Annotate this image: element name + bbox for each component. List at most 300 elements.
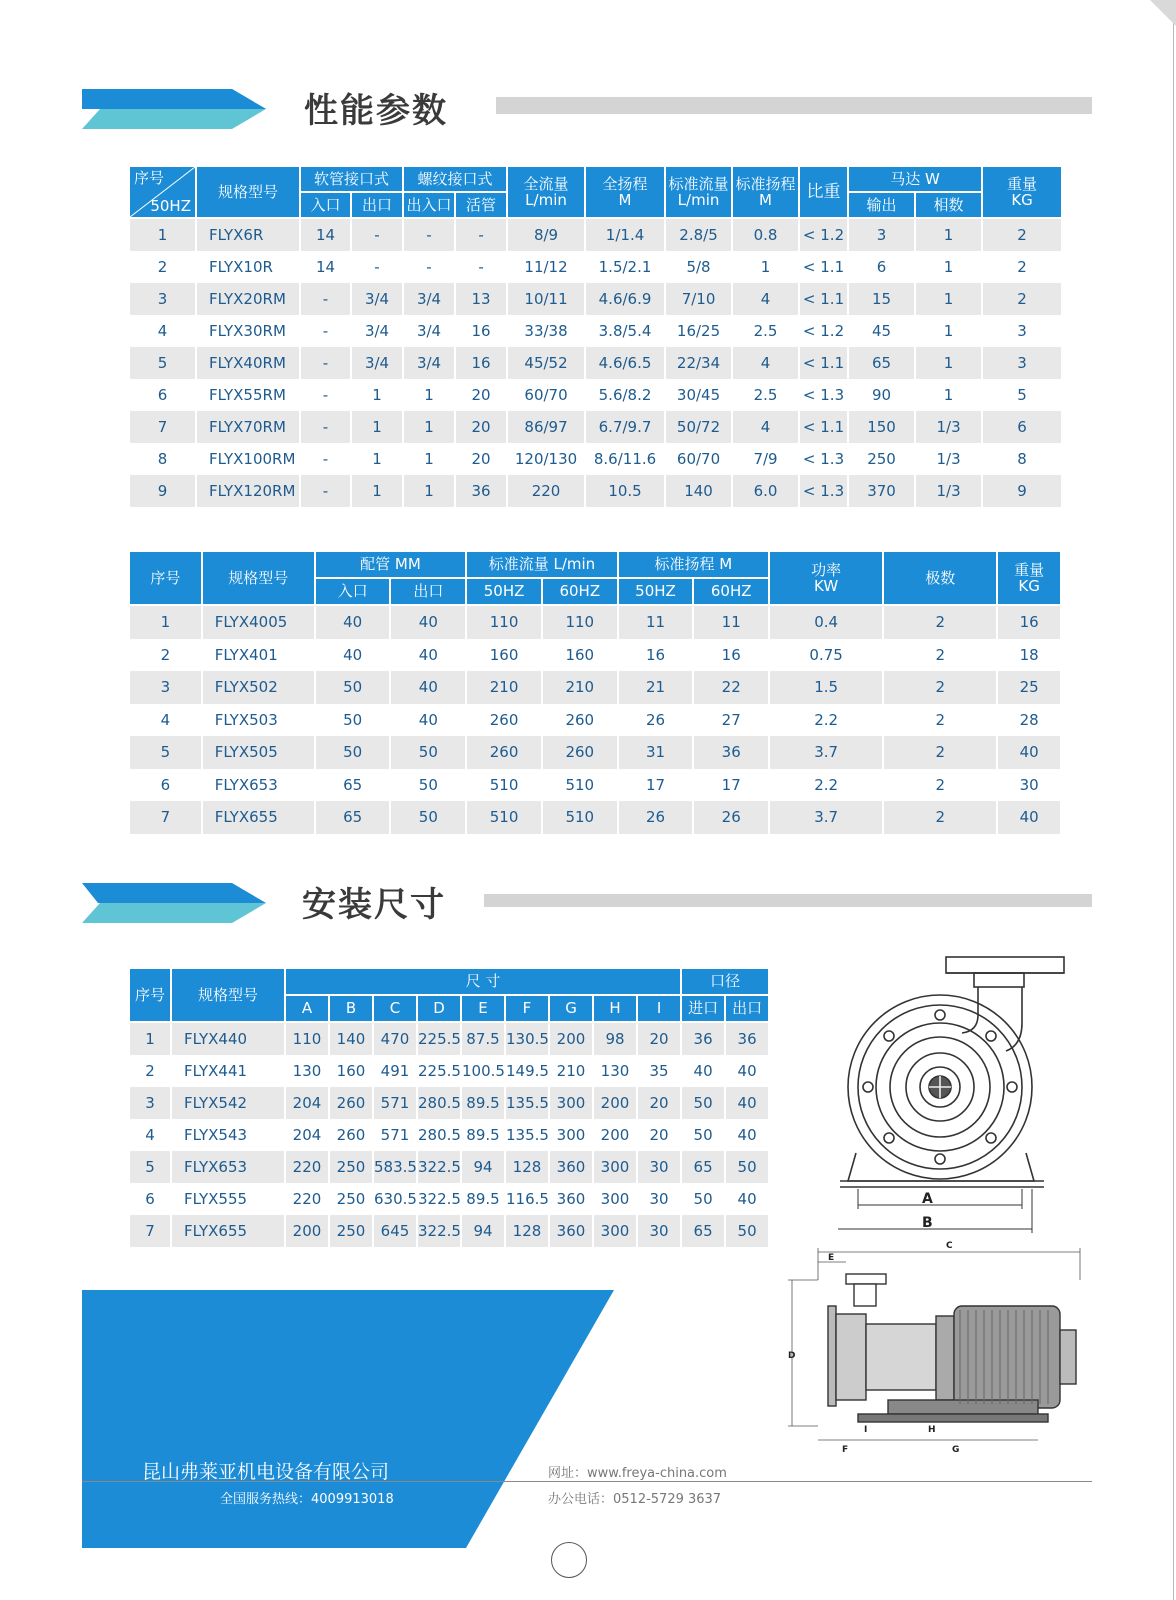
model-cell: FLYX542 bbox=[172, 1087, 286, 1119]
model-cell: FLYX401 bbox=[203, 639, 316, 672]
header-thread: 螺纹接口式 bbox=[404, 167, 508, 193]
table-cell: 300 bbox=[550, 1087, 594, 1119]
table-cell: 30/45 bbox=[666, 379, 733, 411]
table-cell: 2.8/5 bbox=[666, 219, 733, 251]
table-cell: 8 bbox=[130, 443, 197, 475]
table-row bbox=[130, 443, 1063, 475]
table-cell: 87.5 bbox=[462, 1023, 506, 1055]
table-cell: 33/38 bbox=[508, 315, 586, 347]
table-cell: 4 bbox=[733, 283, 800, 315]
t2-header-head-50: 50HZ bbox=[619, 579, 695, 606]
table-cell: 1/3 bbox=[916, 411, 983, 443]
table-row bbox=[130, 1119, 770, 1151]
table-row bbox=[130, 347, 1063, 379]
table-cell: 3/4 bbox=[404, 315, 456, 347]
table-cell: 110 bbox=[467, 606, 543, 639]
table-cell: 50 bbox=[391, 801, 467, 834]
table-cell: 220 bbox=[508, 475, 586, 507]
table-cell: 86/97 bbox=[508, 411, 586, 443]
table-cell: 7 bbox=[130, 411, 197, 443]
table-cell: 491 bbox=[374, 1055, 418, 1087]
website: 网址：www.freya-china.com bbox=[548, 1466, 727, 1481]
table-cell: 2.2 bbox=[770, 769, 884, 802]
table-cell: 3.8/5.4 bbox=[586, 315, 666, 347]
table-cell: - bbox=[352, 251, 404, 283]
table-cell: 11/12 bbox=[508, 251, 586, 283]
table-cell: 225.5 bbox=[418, 1023, 462, 1055]
table-cell: 2 bbox=[983, 283, 1063, 315]
table-cell: 5 bbox=[130, 1151, 172, 1183]
install-title: 安装尺寸 bbox=[302, 885, 446, 925]
table-cell: - bbox=[456, 219, 508, 251]
dim-label-g: G bbox=[952, 1445, 960, 1455]
table-row bbox=[130, 379, 1063, 411]
table-row bbox=[130, 1151, 770, 1183]
header-hz: 50HZ bbox=[150, 196, 191, 215]
table-cell: 210 bbox=[467, 671, 543, 704]
t3-header-f: F bbox=[506, 996, 550, 1023]
table-cell: 3 bbox=[130, 671, 203, 704]
table-cell: 220 bbox=[286, 1151, 330, 1183]
table-cell: 583.5 bbox=[374, 1151, 418, 1183]
table-row bbox=[130, 671, 1062, 704]
t2-header-pipe-out: 出口 bbox=[391, 579, 467, 606]
table-cell: 1.5 bbox=[770, 671, 884, 704]
table-cell: - bbox=[301, 443, 352, 475]
t2-header-seq: 序号 bbox=[130, 552, 203, 606]
table-cell: 30 bbox=[998, 769, 1062, 802]
table-cell: 149.5 bbox=[506, 1055, 550, 1087]
model-cell: FLYX120RM bbox=[197, 475, 301, 507]
table-row bbox=[130, 1087, 770, 1119]
model-cell: FLYX6R bbox=[197, 219, 301, 251]
table-row bbox=[130, 1055, 770, 1087]
table-cell: 510 bbox=[543, 801, 619, 834]
table-cell: 2.2 bbox=[770, 704, 884, 737]
table-cell: 20 bbox=[638, 1087, 682, 1119]
table-cell: 36 bbox=[456, 475, 508, 507]
table-cell: 16/25 bbox=[666, 315, 733, 347]
table-cell: 2 bbox=[884, 769, 998, 802]
table-cell: 22 bbox=[694, 671, 770, 704]
header-model: 规格型号 bbox=[197, 167, 301, 219]
table-cell: 5.6/8.2 bbox=[586, 379, 666, 411]
table-cell: 1 bbox=[404, 475, 456, 507]
table-cell: < 1.3 bbox=[800, 475, 849, 507]
model-cell: FLYX55RM bbox=[197, 379, 301, 411]
table-cell: 100.5 bbox=[462, 1055, 506, 1087]
table-cell: 30 bbox=[638, 1183, 682, 1215]
footer-blue-banner bbox=[82, 1290, 1176, 1550]
table-cell: 16 bbox=[998, 606, 1062, 639]
page-corner bbox=[1150, 0, 1176, 26]
table-cell: 150 bbox=[849, 411, 916, 443]
table-cell: 94 bbox=[462, 1215, 506, 1247]
t3-header-h: H bbox=[594, 996, 638, 1023]
table-cell: 360 bbox=[550, 1183, 594, 1215]
table-cell: - bbox=[456, 251, 508, 283]
company-name: 昆山弗莱亚机电设备有限公司 bbox=[142, 1461, 390, 1483]
table-cell: 1 bbox=[404, 443, 456, 475]
table-cell: 36 bbox=[726, 1023, 770, 1055]
model-cell: FLYX543 bbox=[172, 1119, 286, 1151]
table-cell: 2 bbox=[884, 704, 998, 737]
model-cell: FLYX655 bbox=[172, 1215, 286, 1247]
table-cell: 2 bbox=[884, 671, 998, 704]
table-cell: 1/1.4 bbox=[586, 219, 666, 251]
table-cell: 40 bbox=[998, 736, 1062, 769]
table-cell: 300 bbox=[594, 1151, 638, 1183]
table-cell: 40 bbox=[391, 704, 467, 737]
table-cell: 2 bbox=[884, 801, 998, 834]
table-cell: 50 bbox=[316, 704, 392, 737]
table-cell: 3/4 bbox=[352, 315, 404, 347]
table-cell: 40 bbox=[726, 1087, 770, 1119]
table-cell: 40 bbox=[391, 639, 467, 672]
title-bar bbox=[484, 894, 1092, 907]
t3-header-model: 规格型号 bbox=[172, 969, 286, 1023]
table-cell: 9 bbox=[130, 475, 197, 507]
table-cell: 110 bbox=[286, 1023, 330, 1055]
table-cell: 260 bbox=[543, 704, 619, 737]
table-cell: 17 bbox=[619, 769, 695, 802]
table-cell: 4.6/6.5 bbox=[586, 347, 666, 379]
table-cell: 280.5 bbox=[418, 1087, 462, 1119]
section-arrow-icon bbox=[82, 883, 266, 923]
t3-header-b: B bbox=[330, 996, 374, 1023]
office-phone: 办公电话：0512-5729 3637 bbox=[548, 1492, 722, 1507]
t2-header-head-60: 60HZ bbox=[694, 579, 770, 606]
table-cell: 50 bbox=[682, 1183, 726, 1215]
performance-table-1 bbox=[130, 167, 1063, 507]
t2-header-model: 规格型号 bbox=[203, 552, 316, 606]
table-cell: 1 bbox=[130, 1023, 172, 1055]
table-cell: 1 bbox=[130, 219, 197, 251]
t2-header-poles: 极数 bbox=[884, 552, 998, 606]
pump-front-view-drawing bbox=[838, 953, 1076, 1233]
install-section-header bbox=[82, 883, 1092, 923]
table-cell: 200 bbox=[594, 1087, 638, 1119]
header-std-head: 标准扬程 M bbox=[733, 167, 800, 219]
table-cell: 16 bbox=[694, 639, 770, 672]
table-cell: 160 bbox=[543, 639, 619, 672]
table-cell: 6 bbox=[849, 251, 916, 283]
table-cell: 0.8 bbox=[733, 219, 800, 251]
table-cell: 120/130 bbox=[508, 443, 586, 475]
table-cell: 40 bbox=[726, 1055, 770, 1087]
table-cell: 5 bbox=[983, 379, 1063, 411]
table-cell: 6 bbox=[983, 411, 1063, 443]
table-cell: 360 bbox=[550, 1215, 594, 1247]
t2-header-pipe-in: 入口 bbox=[316, 579, 392, 606]
table-row bbox=[130, 315, 1063, 347]
table-cell: 322.5 bbox=[418, 1183, 462, 1215]
model-cell: FLYX30RM bbox=[197, 315, 301, 347]
table-cell: 45/52 bbox=[508, 347, 586, 379]
table-cell: < 1.2 bbox=[800, 219, 849, 251]
table-cell: 50 bbox=[682, 1087, 726, 1119]
table-cell: 7 bbox=[130, 1215, 172, 1247]
t2-header-flow-50: 50HZ bbox=[467, 579, 543, 606]
model-cell: FLYX70RM bbox=[197, 411, 301, 443]
header-motor-phase: 相数 bbox=[916, 193, 983, 219]
table-cell: 50 bbox=[316, 671, 392, 704]
table-cell: 3.7 bbox=[770, 736, 884, 769]
table-cell: 5/8 bbox=[666, 251, 733, 283]
table-cell: 3/4 bbox=[404, 347, 456, 379]
table-cell: 260 bbox=[543, 736, 619, 769]
table-cell: 3 bbox=[130, 283, 197, 315]
table-cell: 1 bbox=[404, 411, 456, 443]
dim-label-i: I bbox=[864, 1425, 868, 1435]
table-cell: 360 bbox=[550, 1151, 594, 1183]
table-cell: 110 bbox=[543, 606, 619, 639]
model-cell: FLYX505 bbox=[203, 736, 316, 769]
table-cell: 30 bbox=[638, 1151, 682, 1183]
model-cell: FLYX441 bbox=[172, 1055, 286, 1087]
table-cell: 2 bbox=[130, 1055, 172, 1087]
table-cell: 1.5/2.1 bbox=[586, 251, 666, 283]
table-cell: 260 bbox=[467, 704, 543, 737]
table-row bbox=[130, 606, 1062, 639]
table-cell: 4.6/6.9 bbox=[586, 283, 666, 315]
table-cell: 130 bbox=[594, 1055, 638, 1087]
table-cell: 26 bbox=[619, 801, 695, 834]
table-cell: - bbox=[301, 411, 352, 443]
header-seq: 序号 bbox=[134, 169, 165, 187]
table-row bbox=[130, 251, 1063, 283]
table-row bbox=[130, 475, 1063, 507]
table-cell: 6 bbox=[130, 769, 203, 802]
table-cell: 3.7 bbox=[770, 801, 884, 834]
table-cell: 8 bbox=[983, 443, 1063, 475]
model-cell: FLYX100RM bbox=[197, 443, 301, 475]
performance-section-header bbox=[82, 89, 1092, 129]
table-cell: 130 bbox=[286, 1055, 330, 1087]
dim-label-c: C bbox=[946, 1241, 953, 1251]
table-cell: 1 bbox=[916, 219, 983, 251]
table-cell: 14 bbox=[301, 219, 352, 251]
header-full-flow: 全流量 L/min bbox=[508, 167, 586, 219]
dim-label-a: A bbox=[922, 1191, 933, 1207]
table-cell: 1 bbox=[916, 315, 983, 347]
table-row bbox=[130, 283, 1063, 315]
table-cell: - bbox=[352, 219, 404, 251]
table-cell: 15 bbox=[849, 283, 916, 315]
table-cell: 210 bbox=[550, 1055, 594, 1087]
table-cell: 4 bbox=[733, 347, 800, 379]
table-cell: - bbox=[301, 283, 352, 315]
table-cell: 7 bbox=[130, 801, 203, 834]
table-cell: 300 bbox=[594, 1215, 638, 1247]
t3-header-bore-out: 出口 bbox=[726, 996, 770, 1023]
t3-header-a: A bbox=[286, 996, 330, 1023]
table-cell: 3 bbox=[849, 219, 916, 251]
table-cell: 130.5 bbox=[506, 1023, 550, 1055]
dim-label-b: B bbox=[922, 1215, 933, 1231]
table-cell: 50 bbox=[726, 1215, 770, 1247]
table-cell: 1 bbox=[916, 347, 983, 379]
table-cell: 50 bbox=[682, 1119, 726, 1151]
table-cell: < 1.3 bbox=[800, 379, 849, 411]
table-cell: 300 bbox=[550, 1119, 594, 1151]
table-cell: 16 bbox=[456, 315, 508, 347]
table-cell: 140 bbox=[666, 475, 733, 507]
table-cell: 571 bbox=[374, 1119, 418, 1151]
t3-header-size: 尺 寸 bbox=[286, 969, 682, 996]
page-number-circle bbox=[551, 1542, 587, 1578]
table-cell: 322.5 bbox=[418, 1151, 462, 1183]
table-cell: 322.5 bbox=[418, 1215, 462, 1247]
table-cell: 26 bbox=[619, 704, 695, 737]
table-cell: - bbox=[301, 379, 352, 411]
table-cell: 40 bbox=[682, 1055, 726, 1087]
table-cell: 1 bbox=[352, 411, 404, 443]
table-cell: 220 bbox=[286, 1183, 330, 1215]
table-cell: 8/9 bbox=[508, 219, 586, 251]
table-cell: 630.5 bbox=[374, 1183, 418, 1215]
t2-header-head: 标准扬程 M bbox=[619, 552, 770, 579]
table-cell: 260 bbox=[467, 736, 543, 769]
performance-table-2 bbox=[130, 552, 1062, 834]
t3-header-i: I bbox=[638, 996, 682, 1023]
model-cell: FLYX503 bbox=[203, 704, 316, 737]
table-cell: 8.6/11.6 bbox=[586, 443, 666, 475]
table-cell: 204 bbox=[286, 1119, 330, 1151]
table-cell: 36 bbox=[682, 1023, 726, 1055]
table-cell: 116.5 bbox=[506, 1183, 550, 1215]
table-cell: 225.5 bbox=[418, 1055, 462, 1087]
t2-header-weight: 重量 KG bbox=[998, 552, 1062, 606]
table-cell: 94 bbox=[462, 1151, 506, 1183]
table-cell: < 1.2 bbox=[800, 315, 849, 347]
header-hose-out: 出口 bbox=[352, 193, 404, 219]
table-cell: 3 bbox=[130, 1087, 172, 1119]
t3-header-c: C bbox=[374, 996, 418, 1023]
table-cell: 4 bbox=[130, 704, 203, 737]
model-cell: FLYX653 bbox=[172, 1151, 286, 1183]
table-cell: 17 bbox=[694, 769, 770, 802]
table-cell: 210 bbox=[543, 671, 619, 704]
table-cell: 45 bbox=[849, 315, 916, 347]
table-cell: 14 bbox=[301, 251, 352, 283]
table-cell: 65 bbox=[316, 801, 392, 834]
table-cell: 40 bbox=[726, 1119, 770, 1151]
table-cell: 370 bbox=[849, 475, 916, 507]
table-cell: 2 bbox=[884, 639, 998, 672]
table-cell: 7/10 bbox=[666, 283, 733, 315]
table-cell: 10/11 bbox=[508, 283, 586, 315]
table-cell: 28 bbox=[998, 704, 1062, 737]
table-cell: 18 bbox=[998, 639, 1062, 672]
table-cell: 20 bbox=[456, 379, 508, 411]
table-cell: 470 bbox=[374, 1023, 418, 1055]
table-cell: 2 bbox=[983, 219, 1063, 251]
table-cell: 140 bbox=[330, 1023, 374, 1055]
table-cell: 510 bbox=[467, 801, 543, 834]
table-cell: 13 bbox=[456, 283, 508, 315]
model-cell: FLYX502 bbox=[203, 671, 316, 704]
dim-label-h: H bbox=[928, 1425, 936, 1435]
table-cell: 20 bbox=[638, 1023, 682, 1055]
table-row bbox=[130, 1183, 770, 1215]
table-cell: 36 bbox=[694, 736, 770, 769]
table-cell: - bbox=[301, 315, 352, 347]
table-cell: 90 bbox=[849, 379, 916, 411]
table-cell: 40 bbox=[726, 1183, 770, 1215]
table-cell: 2 bbox=[884, 606, 998, 639]
table-row bbox=[130, 736, 1062, 769]
table-cell: 20 bbox=[456, 443, 508, 475]
table-cell: 135.5 bbox=[506, 1087, 550, 1119]
table-cell: 250 bbox=[849, 443, 916, 475]
table-cell: < 1.1 bbox=[800, 283, 849, 315]
table-cell: 60/70 bbox=[666, 443, 733, 475]
table-cell: 89.5 bbox=[462, 1087, 506, 1119]
table-row bbox=[130, 769, 1062, 802]
header-motor: 马达 W bbox=[849, 167, 983, 193]
dim-label-f: F bbox=[842, 1445, 849, 1455]
dim-label-e: E bbox=[828, 1253, 835, 1263]
table-cell: 128 bbox=[506, 1215, 550, 1247]
table-cell: - bbox=[301, 475, 352, 507]
model-cell: FLYX655 bbox=[203, 801, 316, 834]
header-hose-in: 入口 bbox=[301, 193, 352, 219]
header-hose: 软管接口式 bbox=[301, 167, 404, 193]
table-cell: 30 bbox=[638, 1215, 682, 1247]
table-row bbox=[130, 411, 1063, 443]
table-cell: 2 bbox=[130, 639, 203, 672]
table-cell: 260 bbox=[330, 1087, 374, 1119]
table-cell: 160 bbox=[467, 639, 543, 672]
table-cell: 4 bbox=[733, 411, 800, 443]
table-cell: 3/4 bbox=[404, 283, 456, 315]
table-row bbox=[130, 801, 1062, 834]
table-cell: 510 bbox=[467, 769, 543, 802]
table-cell: 1 bbox=[916, 283, 983, 315]
table-cell: 300 bbox=[594, 1183, 638, 1215]
t2-header-power: 功率 KW bbox=[770, 552, 884, 606]
table-cell: 1 bbox=[130, 606, 203, 639]
table-cell: 3/4 bbox=[352, 283, 404, 315]
t2-header-pipe: 配管 MM bbox=[316, 552, 467, 579]
table-cell: 4 bbox=[130, 315, 197, 347]
table-cell: 1/3 bbox=[916, 475, 983, 507]
header-motor-out: 输出 bbox=[849, 193, 916, 219]
table-cell: 50 bbox=[391, 769, 467, 802]
table-cell: 89.5 bbox=[462, 1183, 506, 1215]
dim-label-d: D bbox=[788, 1351, 796, 1361]
table-cell: 50/72 bbox=[666, 411, 733, 443]
header-std-flow: 标准流量 L/min bbox=[666, 167, 733, 219]
table-cell: 250 bbox=[330, 1151, 374, 1183]
table-cell: 10.5 bbox=[586, 475, 666, 507]
table-cell: 2 bbox=[884, 736, 998, 769]
header-thread-io: 出入口 bbox=[404, 193, 456, 219]
section-arrow-icon bbox=[82, 89, 266, 129]
table-cell: 3 bbox=[983, 347, 1063, 379]
table-cell: 25 bbox=[998, 671, 1062, 704]
table-cell: 250 bbox=[330, 1215, 374, 1247]
table-cell: 2 bbox=[983, 251, 1063, 283]
table-cell: 1 bbox=[733, 251, 800, 283]
model-cell: FLYX555 bbox=[172, 1183, 286, 1215]
table-cell: 50 bbox=[316, 736, 392, 769]
t3-header-bore: 口径 bbox=[682, 969, 770, 996]
model-cell: FLYX653 bbox=[203, 769, 316, 802]
table-cell: 21 bbox=[619, 671, 695, 704]
table-cell: 40 bbox=[998, 801, 1062, 834]
